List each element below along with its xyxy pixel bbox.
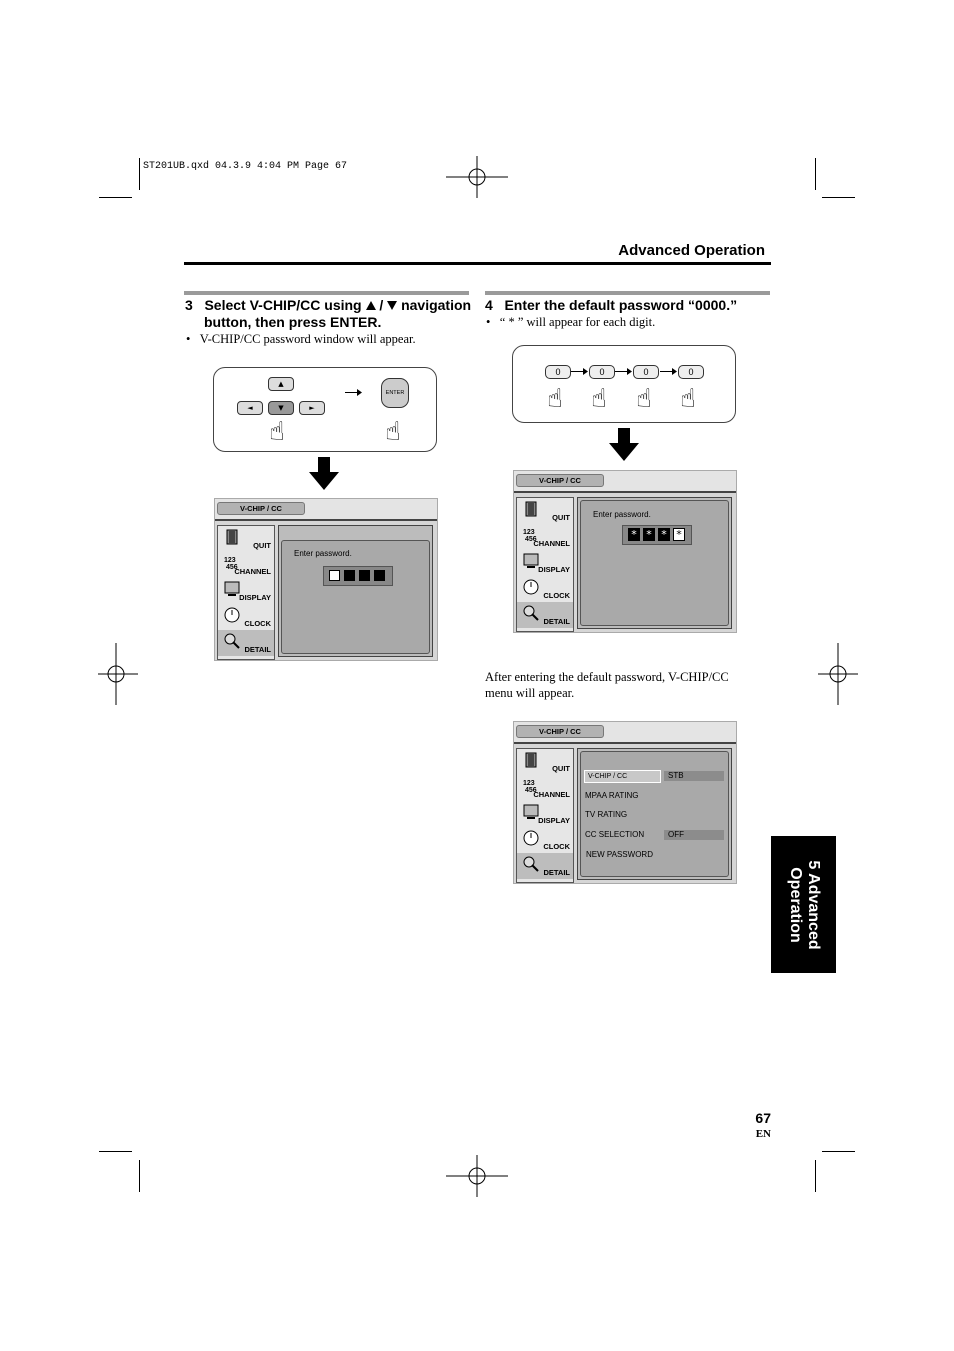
after-password-text: After entering the default password, V-CHIP/CC menu will appear. [485,670,729,700]
side-item-quit[interactable]: QUIT [517,749,573,775]
section-title: Advanced Operation [618,242,765,259]
down-arrow-icon [609,428,639,461]
left-button[interactable]: ◄ [237,401,263,415]
down-arrow-icon [387,301,397,310]
password-field[interactable] [323,566,393,586]
svg-text:123: 123 [523,780,535,787]
door-icon [523,501,539,517]
side-item-quit[interactable]: QUIT [517,498,573,524]
hand-pointer-icon: ☝ [636,384,652,414]
arrow-right-icon [660,368,677,375]
hand-pointer-icon: ☝ [591,384,607,414]
step4-bullet-text: “ * ” will appear for each digit. [499,315,656,329]
hand-pointer-icon: ☝ [680,384,696,414]
zero-button[interactable]: 0 [589,365,615,379]
side-item-channel[interactable]: 123 456 CHANNEL [523,780,570,799]
side-item-detail[interactable]: DETAIL [517,602,573,628]
enter-password-label: Enter password. [593,510,651,519]
page-number: 67 [755,1110,771,1126]
up-arrow-icon [366,301,376,310]
magnifier-icon [523,856,539,872]
hand-pointer-icon: ☝ [385,417,401,447]
side-item-quit[interactable]: QUIT [218,526,274,552]
password-star: * [643,528,655,541]
osd-vchip-menu-screen [513,721,737,884]
osd-password-screen [214,498,438,661]
menu-value-vchip: STB [664,771,724,781]
side-item-display[interactable]: DISPLAY [517,801,573,827]
side-item-detail[interactable]: DETAIL [517,853,573,879]
crop-mark [99,1151,132,1152]
chapter-tab [771,836,836,973]
crop-mark [822,1151,855,1152]
step4-heading-text: Enter the default password “0000.” [504,297,738,313]
zero-button[interactable]: 0 [678,365,704,379]
crop-mark [822,197,855,198]
osd-inner-panel [281,540,430,654]
side-item-display[interactable]: DISPLAY [517,550,573,576]
step4-number: 4 [485,297,493,313]
osd-topbar [514,471,736,493]
registration-mark-right [818,643,858,705]
password-digit-box [359,570,370,581]
password-star: * [673,528,685,541]
registration-mark-top [446,156,508,198]
chapter-tab-line2: Operation [786,866,804,943]
osd-inner-panel [580,500,729,626]
slug-line: ST201UB.qxd 04.3.9 4:04 PM Page 67 [143,161,348,172]
clock-icon [224,607,240,623]
osd-tab: V-CHIP / CC [516,725,604,738]
side-item-clock[interactable]: CLOCK [218,604,274,630]
osd-tab: V-CHIP / CC [217,502,305,515]
enter-password-label: Enter password. [294,549,352,558]
side-item-display[interactable]: DISPLAY [218,578,274,604]
crop-mark [139,158,140,190]
arrow-right-icon [571,368,588,375]
up-button[interactable]: ▲ [268,377,294,391]
step3-rule [184,291,469,295]
side-item-clock[interactable]: CLOCK [517,827,573,853]
osd-inner-panel [580,751,729,877]
side-item-channel[interactable]: 123 456 CHANNEL [523,529,570,548]
right-button[interactable]: ► [299,401,325,415]
osd-main-panel [577,748,732,880]
password-star: * [628,528,640,541]
magnifier-icon [523,605,539,621]
osd-main-panel [278,525,433,657]
osd-sidebar [217,525,275,660]
remote-illustration [213,367,437,452]
digits-illustration [512,345,736,423]
down-button[interactable]: ▼ [268,401,294,415]
svg-text:123: 123 [523,529,535,536]
header-rule [184,262,771,265]
door-icon [224,529,240,545]
hand-pointer-icon: ☝ [547,384,563,414]
registration-mark-bottom [446,1155,508,1197]
svg-text:456: 456 [525,536,537,543]
osd-topbar [215,499,437,521]
crop-mark [815,1160,816,1192]
hand-pointer-icon: ☝ [269,417,285,447]
magnifier-icon [224,633,240,649]
crop-mark [139,1160,140,1192]
monitor-icon [523,804,539,820]
svg-text:123: 123 [224,557,236,564]
step3-heading [185,297,475,331]
clock-icon [523,579,539,595]
menu-item-new-password[interactable]: NEW PASSWORD [586,850,653,859]
osd-tab: V-CHIP / CC [516,474,604,487]
chapter-tab-label [786,845,822,965]
monitor-icon [523,553,539,569]
arrowhead-icon [357,389,362,396]
zero-button[interactable]: 0 [545,365,571,379]
step3-number: 3 [185,297,193,313]
menu-item-mpaa-rating[interactable]: MPAA RATING [585,791,639,800]
svg-text:456: 456 [226,564,238,571]
step3-bullet-text: V-CHIP/CC password window will appear. [199,332,416,346]
osd-main-panel [577,497,732,629]
crop-mark [815,158,816,190]
menu-item-tv-rating[interactable]: TV RATING [585,810,628,819]
language-code: EN [755,1128,771,1140]
crop-mark [99,197,132,198]
menu-value-cc: OFF [664,830,724,840]
password-star: * [658,528,670,541]
step3-bullet: • V-CHIP/CC password window will appear. [186,332,416,346]
chapter-tab-line1: 5 Advanced [804,859,822,950]
password-field[interactable] [622,525,692,545]
password-digit-box [374,570,385,581]
osd-sidebar [516,748,574,883]
registration-mark-left [98,643,138,705]
step4-bullet: • “ * ” will appear for each digit. [486,315,656,329]
step4-rule [485,291,770,295]
menu-item-vchip[interactable]: V-CHIP / CC [584,770,661,783]
step3-heading-a: Select V-CHIP/CC using [204,297,362,313]
arrow-right-icon [615,368,632,375]
door-icon [523,752,539,768]
monitor-icon [224,581,240,597]
down-arrow-icon [309,457,339,490]
side-item-clock[interactable]: CLOCK [517,576,573,602]
side-item-channel[interactable]: 123 456 CHANNEL [224,557,271,576]
clock-icon [523,830,539,846]
step3-heading-sep: / [379,297,384,313]
osd-sidebar [516,497,574,632]
zero-button[interactable]: 0 [633,365,659,379]
step4-heading [485,297,737,314]
password-digit-box [329,570,340,581]
step3-heading-b: navigation [401,297,472,313]
step3-heading-line2: button, then press ENTER. [204,314,382,330]
svg-text:456: 456 [525,787,537,794]
password-digit-box [344,570,355,581]
menu-item-cc-selection[interactable]: CC SELECTION [585,830,645,839]
osd-password-entered-screen [513,470,737,633]
osd-topbar [514,722,736,744]
enter-button[interactable]: ENTER [381,378,409,408]
side-item-detail[interactable]: DETAIL [218,630,274,656]
